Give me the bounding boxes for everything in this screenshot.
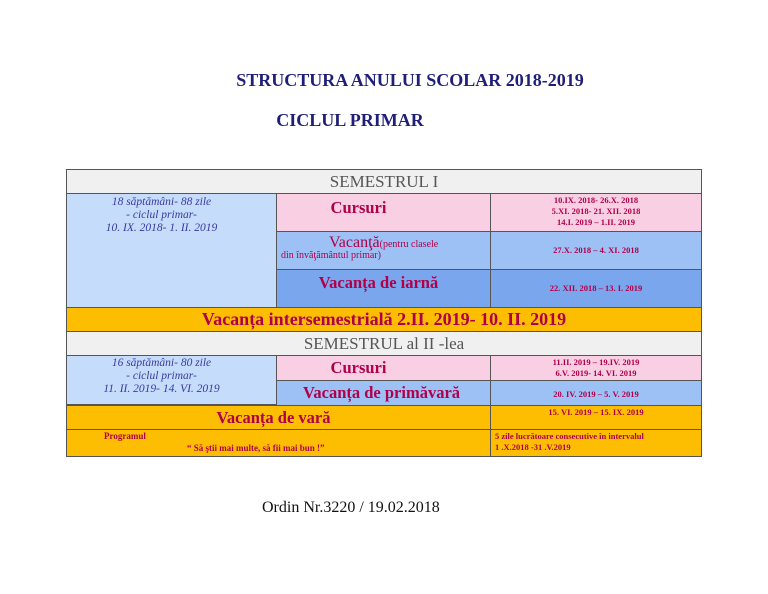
sem2-primavara-label-cell [276,380,491,406]
sem2-cursuri-label-cell [276,355,491,381]
program-note-1: 5 zile lucrătoare consecutive în intervalul [495,431,644,441]
page-title: STRUCTURA ANULUI SCOLAR 2018-2019 [236,70,584,90]
semester-2-weeks: 16 săptămâni- 80 zile [111,357,212,369]
sem1-vacanta-label-cell [276,231,491,270]
sem1-iarna-date-1: 22. XII. 2018 – 13. I. 2019 [549,283,643,293]
semester-2-cycle: - ciclul primar- [126,370,197,382]
sem1-cursuri-dates [490,193,702,232]
program-note-2: 1 .X.2018 -31 .V.2019 [495,442,571,452]
sem2-cursuri-date-2: 6.V. 2019- 14. VI. 2019 [555,368,637,378]
sem1-cursuri-date-2: 5.XI. 2018- 21. XII. 2018 [551,206,641,216]
summer-dates-cell [490,405,702,430]
sem2-primavara-label: Vacanța de primăvară [302,383,461,402]
semester-2-heading: SEMESTRUL al II -lea [66,331,702,356]
sem1-cursuri-label: Cursuri [330,198,387,217]
semester-1-cycle: - ciclul primar- [126,209,197,221]
semester-1-weeks: 18 săptămâni- 88 zile [111,196,212,208]
sem2-primavara-dates [490,380,702,406]
program-label: Programul [104,431,146,441]
sem1-iarna-label-cell [276,269,491,308]
page-subtitle: CICLUL PRIMAR [276,110,424,130]
sem1-cursuri-date-1: 10.IX. 2018- 26.X. 2018 [553,195,639,205]
sem1-vacanta-label: Vacanţă [329,234,380,251]
semester-1-period: 10. IX. 2018- 1. II. 2019 [105,222,218,234]
sem1-vacanta-date-1: 27.X. 2018 – 4. XI. 2018 [553,245,639,255]
sem1-cursuri-label-cell [276,193,491,232]
summer-label: Vacanța de vară [216,408,331,427]
sem2-cursuri-date-1: 11.II. 2019 – 19.IV. 2019 [552,357,640,367]
intersem-label: Vacanța intersemestrială 2.II. 2019- 10. II. 2019 [201,309,567,329]
semester-2-period: 11. II. 2019- 14. VI. 2019 [103,383,220,395]
sem1-vacanta-note: (pentru clasele [379,239,439,250]
summer-dates: 15. VI. 2019 – 15. IX. 2019 [548,407,644,417]
sem2-cursuri-dates [490,355,702,381]
sem2-primavara-date-1: 20. IV. 2019 – 5. V. 2019 [553,389,639,399]
program-cell [66,429,491,457]
sem1-vacanta-dates [490,231,702,270]
order-reference: Ordin Nr.3220 / 19.02.2018 [262,499,440,516]
program-note-cell [490,429,702,457]
sem1-iarna-dates [490,269,702,308]
program-slogan: “ Să ştii mai multe, să fii mai bun !” [187,443,325,453]
intersem-row [66,307,702,332]
summer-label-cell [66,405,491,430]
semester-1-info [66,193,277,308]
sem1-vacanta-note-2: din învăţământul primar) [281,250,381,261]
sem2-cursuri-label: Cursuri [330,358,387,377]
semester-1-heading: SEMESTRUL I [66,169,702,194]
sem1-cursuri-date-3: 14.I. 2019 – 1.II. 2019 [557,217,635,227]
semester-2-info [66,355,277,405]
sem1-iarna-label: Vacanța de iarnă [318,273,439,292]
